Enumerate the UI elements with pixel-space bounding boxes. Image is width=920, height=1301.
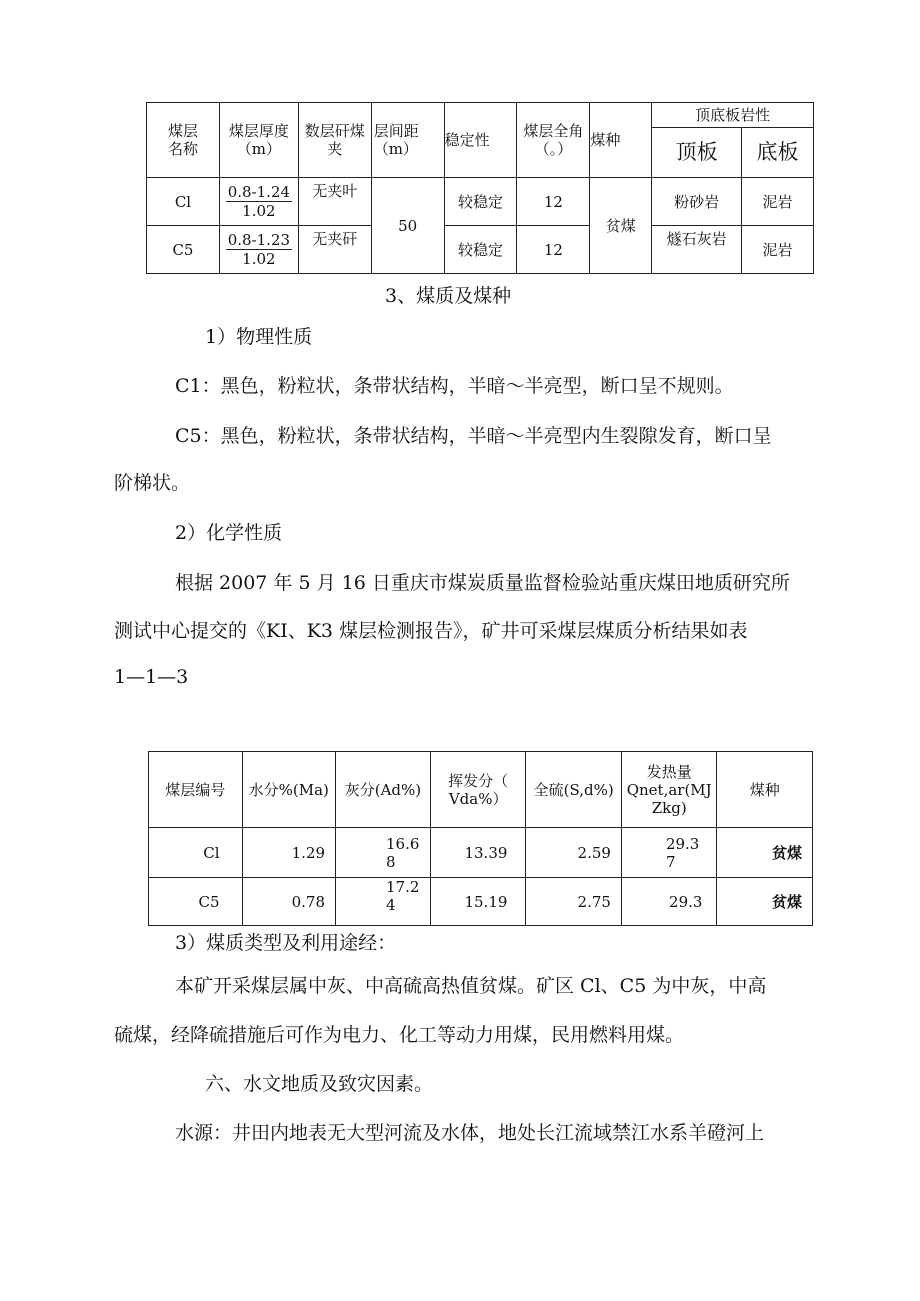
header-volatile-l2: Vda%） <box>448 789 508 808</box>
header-volatile <box>430 752 526 828</box>
cell-stability: 较稳定 <box>444 178 517 226</box>
cell-heat-l2: 7 <box>665 852 676 871</box>
header-roof-floor: 顶底板岩性 <box>652 103 814 128</box>
header-roof: 顶板 <box>652 128 742 178</box>
seam-table <box>146 102 814 274</box>
cell-dip: 12 <box>517 226 590 274</box>
sub-2-title: 2）化学性质 <box>175 522 283 544</box>
cell-floor: 泥岩 <box>742 226 814 274</box>
header-moisture: 水分%(Ma) <box>242 752 336 828</box>
coal-quality-table <box>148 751 813 926</box>
table-row <box>149 828 813 878</box>
cell-stability: 较稳定 <box>444 226 517 274</box>
cell-seam: Cl <box>149 828 243 878</box>
header-stability: 稳定性 <box>444 103 517 178</box>
cell-thickness <box>219 226 298 274</box>
cell-coal: 贫煤 <box>717 828 813 878</box>
thickness-range: 0.8-1.23 <box>227 231 291 249</box>
header-floor: 底板 <box>742 128 814 178</box>
usage-line1: 本矿开采煤层属中灰、中高硫高热值贫煤。矿区 Cl、C5 为中灰，中高 <box>175 975 767 997</box>
cell-gangue: 无夹叶 <box>298 178 371 226</box>
header-heat <box>621 752 717 828</box>
cell-heat <box>621 828 717 878</box>
cell-seam: Cl <box>147 178 220 226</box>
basis-line3: 1—1—3 <box>114 666 189 688</box>
basis-line2: 测试中心提交的《KI、K3 煤层检测报告》，矿井可采煤层煤质分析结果如表 <box>114 620 748 642</box>
cell-ash-l1: 16.6 <box>386 834 420 853</box>
cell-heat: 29.3 <box>621 878 717 926</box>
header-interval: 层间距（m） <box>371 103 444 178</box>
table-row <box>147 226 814 274</box>
cell-ash-l2: 4 <box>386 896 396 914</box>
cell-ash <box>336 828 431 878</box>
header-coal-type: 煤种 <box>590 103 652 178</box>
cell-coal-type: 贫煤 <box>590 178 652 274</box>
cell-ash-l2: 8 <box>386 852 396 871</box>
cell-sulfur: 2.75 <box>526 878 622 926</box>
header-ash: 灰分(Ad%) <box>336 752 431 828</box>
cell-ash <box>336 878 431 926</box>
cell-gangue: 无夹矸 <box>298 226 371 274</box>
c1-description: C1：黑色，粉粒状，条带状结构，半暗～半亮型，断口呈不规则。 <box>175 375 734 397</box>
header-dip: 煤层全角（。） <box>517 103 590 178</box>
basis-line1: 根据 2007 年 5 月 16 日重庆市煤炭质量监督检验站重庆煤田地质研究所 <box>175 572 790 594</box>
section-3-title: 3、煤质及煤种 <box>385 285 512 307</box>
header-heat-l3: Zkg) <box>651 798 687 817</box>
thickness-avg: 1.02 <box>242 250 276 268</box>
cell-roof: 燧石灰岩 <box>652 226 742 274</box>
thickness-avg: 1.02 <box>242 202 276 220</box>
cell-dip: 12 <box>517 178 590 226</box>
cell-seam: C5 <box>147 226 220 274</box>
header-thickness: 煤层厚度（m） <box>219 103 298 178</box>
cell-volatile: 13.39 <box>430 828 526 878</box>
cell-moisture: 0.78 <box>242 878 336 926</box>
cell-heat-l1: 29.3 <box>665 834 700 853</box>
header-heat-l1: 发热量 <box>646 762 692 781</box>
cell-ash-l1: 17.2 <box>386 878 420 896</box>
cell-thickness <box>219 178 298 226</box>
c5-description-line1: C5：黑色，粉粒状，条带状结构，半暗～半亮型内生裂隙发育，断口呈 <box>175 425 772 447</box>
water-line1: 水源：井田内地表无大型河流及水体，地处长江流域禁江水系羊磴河上 <box>175 1122 765 1144</box>
table-row <box>147 178 814 226</box>
cell-floor: 泥岩 <box>742 178 814 226</box>
header-coal-type: 煤种 <box>717 752 813 828</box>
header-volatile-l1: 挥发分（ <box>448 771 509 790</box>
cell-roof: 粉砂岩 <box>652 178 742 226</box>
c5-description-line2: 阶梯状。 <box>114 472 191 494</box>
header-gangue: 数层矸煤夹 <box>298 103 371 178</box>
cell-coal: 贫煤 <box>717 878 813 926</box>
sub-1-title: 1）物理性质 <box>205 326 313 348</box>
header-sulfur: 全硫(S,d%) <box>526 752 622 828</box>
sub-3-title: 3）煤质类型及利用途经： <box>175 932 397 954</box>
usage-line2: 硫煤，经降硫措施后可作为电力、化工等动力用煤，民用燃料用煤。 <box>114 1024 685 1046</box>
thickness-range: 0.8-1.24 <box>227 183 291 201</box>
header-seam-name: 煤层名称 <box>147 103 220 178</box>
cell-moisture: 1.29 <box>242 828 336 878</box>
cell-interval: 50 <box>371 178 444 274</box>
cell-sulfur: 2.59 <box>526 828 622 878</box>
header-seam-no: 煤层编号 <box>149 752 243 828</box>
section-6-title: 六、水文地质及致灾因素。 <box>205 1073 434 1095</box>
cell-seam: C5 <box>149 878 243 926</box>
cell-volatile: 15.19 <box>430 878 526 926</box>
header-heat-l2: Qnet,ar(MJ <box>626 780 712 799</box>
table-row <box>149 878 813 926</box>
